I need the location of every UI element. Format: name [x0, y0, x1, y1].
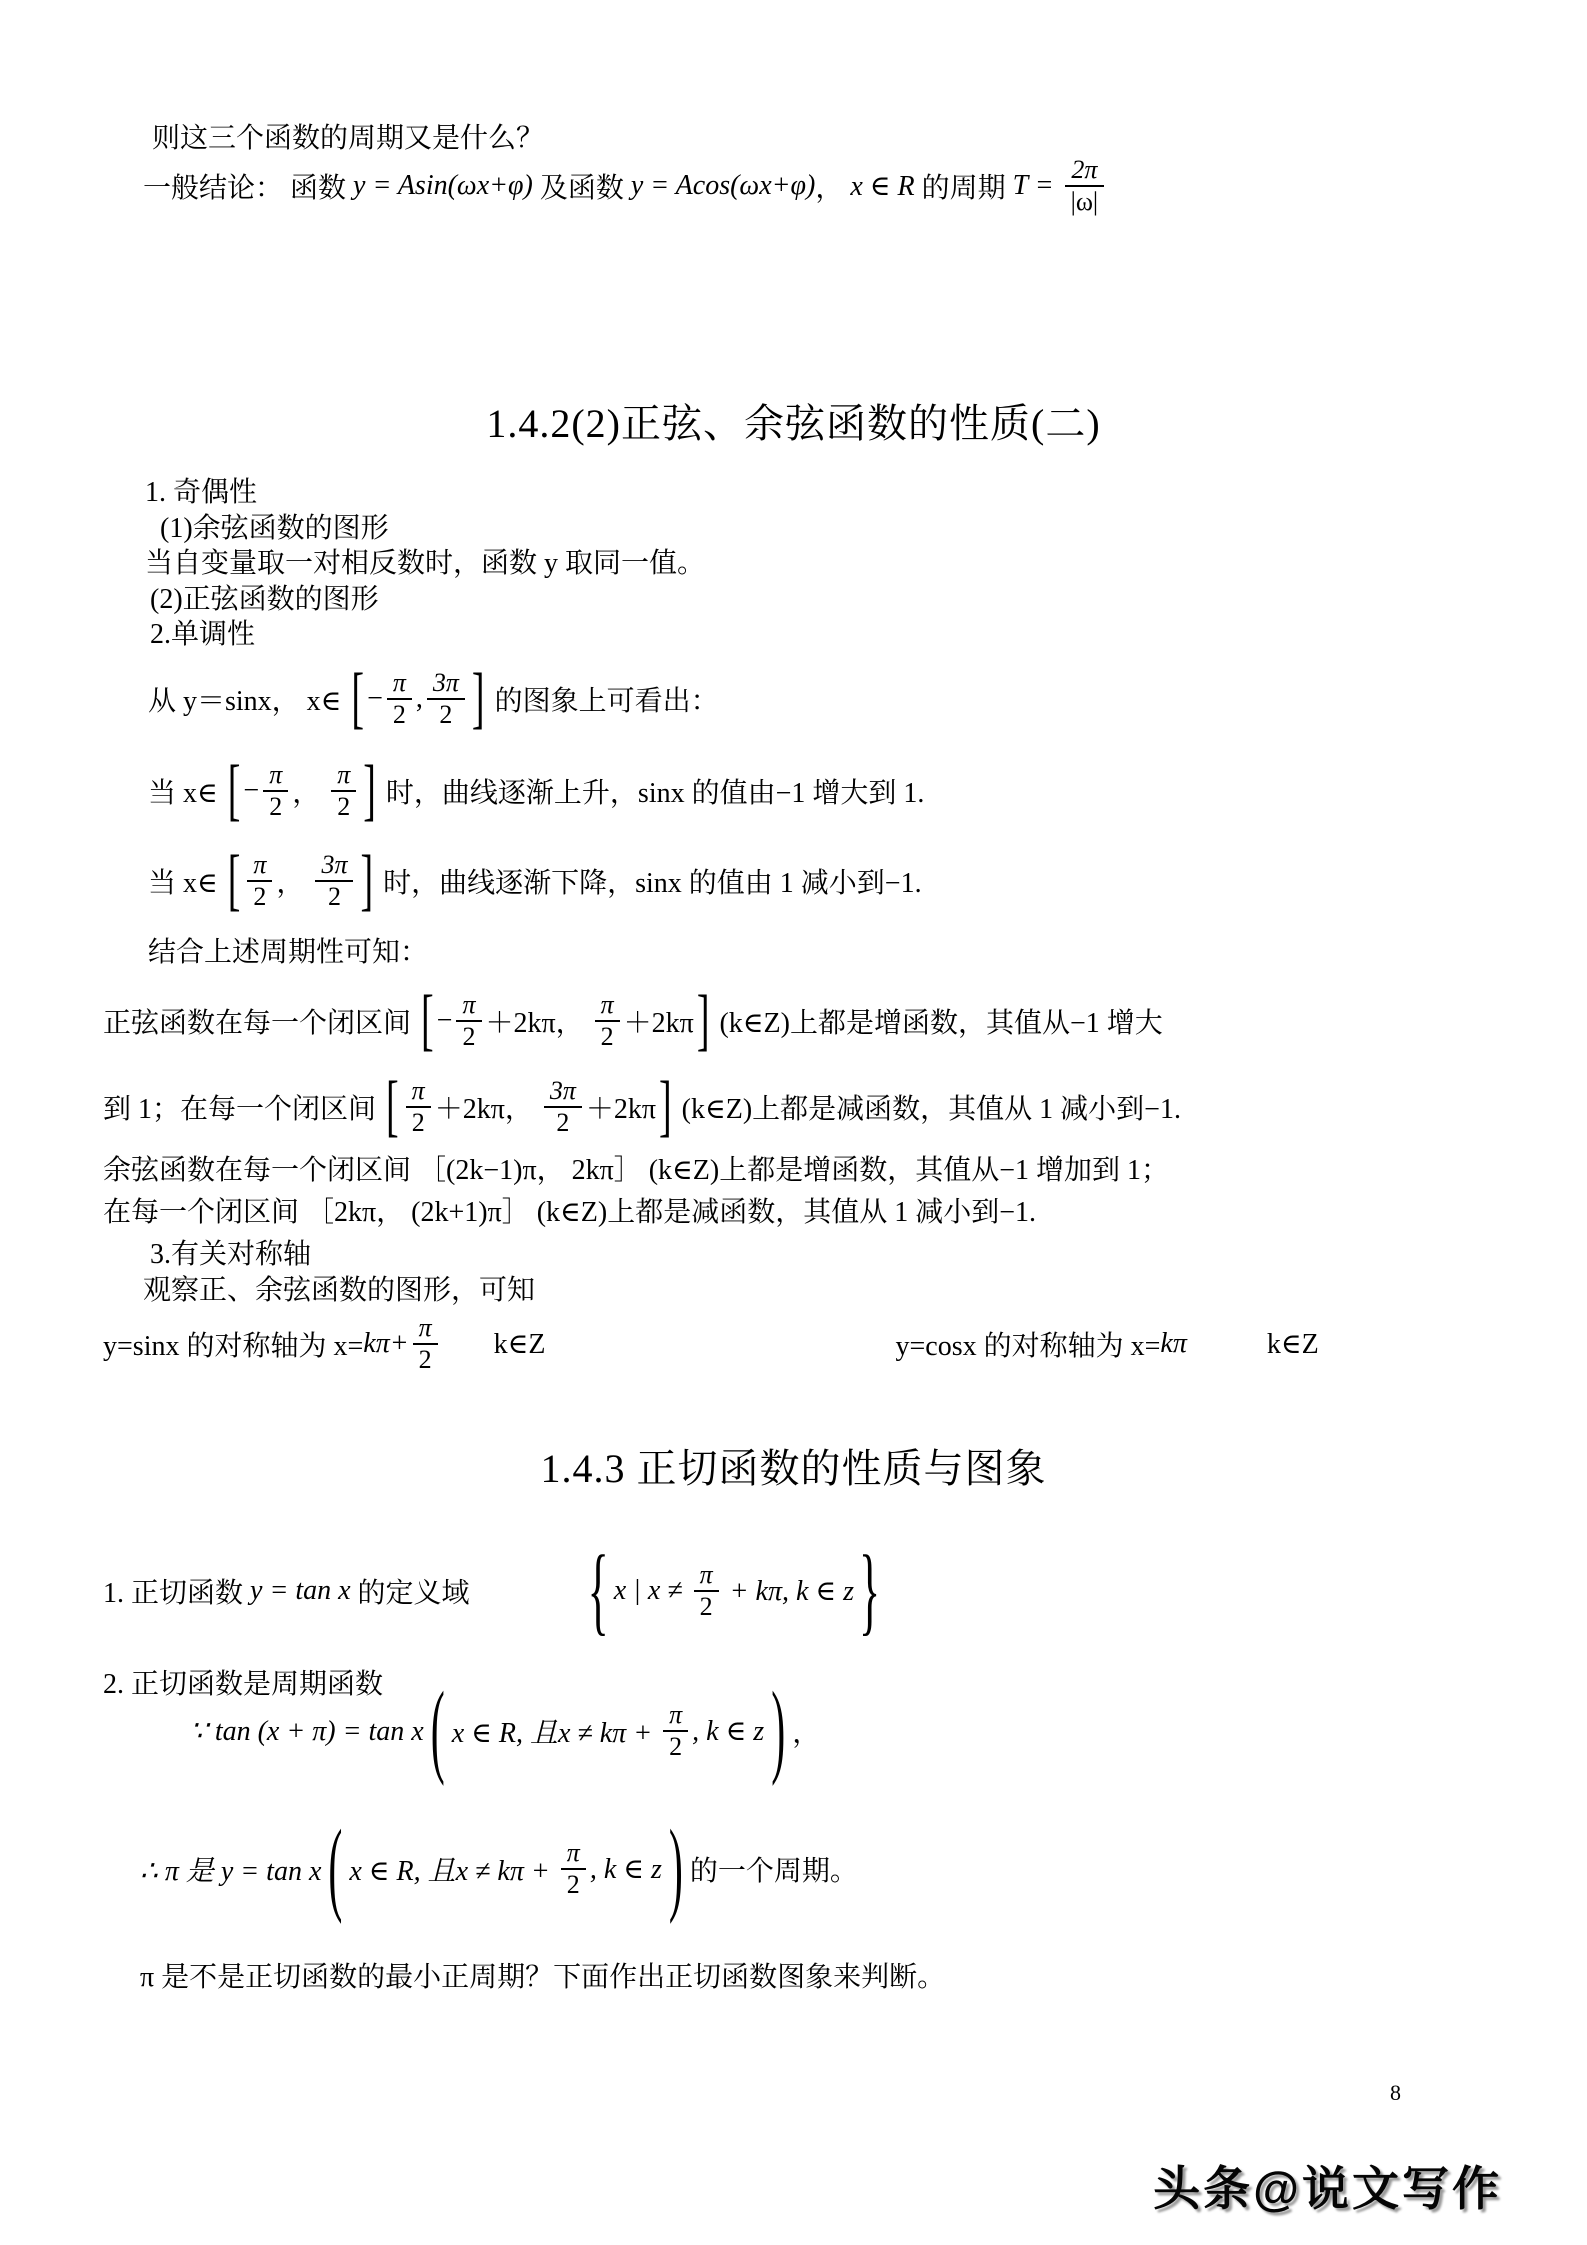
plus-2kpi: ＋2kπ	[623, 1007, 694, 1039]
fraction-3pi-2	[544, 1076, 582, 1138]
general-conclusion-line	[143, 155, 1108, 217]
section-title-142	[0, 392, 1587, 449]
left-bracket: [	[386, 1069, 399, 1145]
oddeven-item1-text: (1)余弦函数的图形	[160, 513, 389, 544]
para1-post: (k∈Z)上都是增函数，其值从−1 增大	[712, 1007, 1163, 1039]
minus-sign: −	[436, 1004, 453, 1036]
sine-increasing-line	[103, 983, 1163, 1059]
condition-post: , k ∈ z	[589, 1853, 662, 1885]
fraction-numerator: π	[337, 760, 351, 789]
set-condition-pre: x | x ≠	[613, 1574, 690, 1606]
fraction-pi-2	[663, 1700, 688, 1762]
right-bracket: ]	[659, 1069, 672, 1145]
intro-question-text: 则这三个函数的周期又是什么？	[152, 123, 545, 154]
fraction-numerator: π	[411, 1076, 425, 1105]
oddeven-item3-text: (2)正弦函数的图形	[150, 584, 379, 615]
comma: ，	[815, 172, 851, 204]
fraction-pi-2	[413, 1313, 438, 1375]
minus-sign: −	[367, 682, 383, 714]
oddeven-item1	[160, 506, 389, 546]
cosine-formula: y = Acos(ωx+φ)	[630, 169, 816, 201]
fraction-pi-2	[247, 850, 272, 912]
right-bracket: ]	[363, 753, 376, 829]
symmetry-intro-text: 观察正、余弦函数的图形，可知	[143, 1275, 536, 1306]
left-brace: {	[587, 1535, 609, 1647]
fraction-denominator: 2	[663, 1730, 688, 1762]
fraction-numerator: 3π	[549, 1076, 576, 1105]
comma: ,	[415, 682, 423, 714]
tan-domain-label: 的定义域	[350, 1577, 470, 1609]
oddeven-item2	[145, 541, 705, 581]
fraction-denominator: 2	[406, 1106, 431, 1138]
oddeven-item3	[150, 577, 379, 617]
left-paren: (	[430, 1673, 445, 1789]
x-in-r: x ∈ R	[850, 170, 915, 202]
para3-text: 余弦函数在每一个闭区间 ［(2k−1)π， 2kπ］ (k∈Z)上都是增函数，其值从−1 增加到 1；	[103, 1155, 1169, 1186]
oddeven-item2-text: 当自变量取一对相反数时，函数 y 取同一值。	[145, 548, 706, 579]
period-fraction	[1065, 155, 1105, 217]
fraction-numerator: π	[600, 990, 614, 1019]
cosx-axis-label: y=cosx 的对称轴为 x=	[895, 1330, 1161, 1362]
fraction-pi-2	[694, 1560, 719, 1622]
fraction-denominator: |ω|	[1065, 185, 1105, 217]
tan-min-period-question	[140, 1955, 945, 1995]
period-label: 的周期	[914, 172, 1013, 204]
oddeven-heading	[145, 470, 257, 510]
oddeven-heading-text: 1. 奇偶性	[145, 477, 258, 508]
fraction-pi-2	[406, 1076, 431, 1138]
right-bracket: ]	[471, 661, 485, 737]
sinx-axis-label: y=sinx 的对称轴为 x=	[103, 1330, 364, 1362]
right-bracket: ]	[360, 843, 374, 919]
section-title-text: 1.4.3 正切函数的性质与图象	[540, 1446, 1047, 1491]
tan-therefore-formula	[140, 1811, 858, 1927]
fraction-pi-2	[561, 1838, 586, 1900]
comma: ，	[792, 1717, 821, 1749]
left-bracket: [	[351, 661, 365, 737]
monotonicity-heading-text: 2.单调性	[150, 619, 256, 650]
fraction-denominator: 2	[387, 698, 412, 730]
left-bracket: [	[421, 983, 434, 1059]
plus-2kpi: ＋2kπ	[585, 1093, 657, 1125]
fraction-denominator: 2	[694, 1590, 719, 1622]
fraction-numerator: π	[462, 990, 476, 1019]
plus-2kpi: ＋2kπ，	[485, 1007, 591, 1039]
left-bracket: [	[227, 753, 241, 829]
fraction-denominator: 2	[427, 698, 465, 730]
symmetry-heading	[150, 1232, 311, 1272]
fraction-pi-2	[595, 990, 620, 1052]
fraction-numerator: π	[699, 1560, 713, 1589]
mono-line1	[148, 661, 719, 737]
fraction-numerator: 2π	[1071, 155, 1098, 184]
mono-line4-text: 结合上述周期性可知：	[148, 937, 429, 968]
tan-periodic-text: 2. 正切函数是周期函数	[103, 1669, 384, 1700]
conclusion-label: 一般结论： 函数	[143, 172, 354, 204]
fraction-numerator: π	[253, 850, 267, 879]
fraction-numerator: π	[269, 760, 283, 789]
fraction-denominator: 2	[561, 1868, 586, 1900]
cosx-axis-kpi: kπ	[1160, 1327, 1187, 1359]
k-in-z: k∈Z	[1266, 1328, 1319, 1360]
fraction-numerator: π	[566, 1838, 580, 1867]
fraction-denominator: 2	[247, 880, 272, 912]
condition-pre: x ∈ R, 且x ≠ kπ +	[349, 1855, 557, 1887]
set-condition-post: + kπ, k ∈ z	[722, 1575, 855, 1607]
because-tan-identity: ∵ tan (x + π) = tan x	[190, 1715, 424, 1747]
comma: ，	[292, 777, 328, 809]
conclusion-mid: 及函数	[532, 172, 631, 204]
page-number	[1390, 2080, 1401, 2106]
symmetry-axes-line	[103, 1313, 1319, 1375]
mono-line4	[148, 930, 428, 970]
fraction-3pi-2	[315, 850, 353, 912]
fraction-denominator: 2	[263, 790, 288, 822]
fraction-pi-2	[263, 760, 288, 822]
fraction-numerator: π	[392, 668, 406, 697]
therefore-pi-period: ∴ π 是 y = tan x	[140, 1855, 322, 1887]
mono-line2	[148, 753, 925, 829]
fraction-3pi-2	[427, 668, 465, 730]
period-equals: T =	[1012, 169, 1061, 201]
sine-formula: y = Asin(ωx+φ)	[353, 169, 533, 201]
intro-question-line	[152, 116, 544, 156]
right-paren: )	[668, 1811, 683, 1927]
comma: ，	[276, 867, 312, 899]
monotonicity-heading	[150, 612, 255, 652]
fraction-pi-2	[331, 760, 356, 822]
section-title-143	[0, 1437, 1587, 1494]
watermark	[1153, 2152, 1502, 2219]
section-title-text: 1.4.2(2)正弦、余弦函数的性质(二)	[486, 401, 1101, 446]
cosine-increasing-line	[103, 1148, 1169, 1188]
tan-periodic-heading	[103, 1662, 383, 1702]
fraction-denominator: 2	[456, 1020, 481, 1052]
para4-text: 在每一个闭区间 ［2kπ， (2k+1)π］ (k∈Z)上都是减函数，其值从 1 减小到−1.	[103, 1197, 1036, 1228]
fraction-numerator: 3π	[321, 850, 348, 879]
fraction-pi-2	[456, 990, 481, 1052]
tan-domain-pre: 1. 正切函数	[103, 1577, 251, 1609]
fraction-numerator: π	[418, 1313, 432, 1342]
fraction-denominator: 2	[595, 1020, 620, 1052]
period-conclusion: 的一个周期。	[689, 1855, 858, 1887]
left-paren: (	[328, 1811, 343, 1927]
mono-line3-post: 时，曲线逐渐下降，sinx 的值由 1 减小到−1.	[376, 867, 922, 899]
fraction-numerator: 3π	[432, 668, 459, 697]
para2-post: (k∈Z)上都是减函数，其值从 1 减小到−1.	[674, 1093, 1181, 1125]
tan-function: y = tan x	[250, 1574, 351, 1606]
cosine-decreasing-line	[103, 1190, 1036, 1230]
condition-pre: x ∈ R, 且x ≠ kπ +	[451, 1717, 660, 1749]
k-in-z: k∈Z	[493, 1328, 546, 1360]
fraction-denominator: 2	[544, 1106, 582, 1138]
symmetry-heading-text: 3.有关对称轴	[150, 1239, 312, 1270]
fraction-pi-2	[387, 668, 412, 730]
tan-min-period-text: π 是不是正切函数的最小正周期？下面作出正切函数图象来判断。	[140, 1962, 946, 1993]
mono-line3	[148, 843, 922, 919]
sine-decreasing-line	[103, 1069, 1181, 1145]
page-number-text: 8	[1390, 2080, 1401, 2105]
right-bracket: ]	[696, 983, 710, 1059]
mono-line1-post: 的图象上可看出：	[487, 685, 719, 717]
mono-line2-post: 时，曲线逐渐上升，sinx 的值由−1 增大到 1.	[378, 777, 925, 809]
plus-2kpi: ＋2kπ，	[434, 1093, 540, 1125]
condition-post: , k ∈ z	[692, 1715, 765, 1747]
right-paren: )	[771, 1673, 786, 1789]
fraction-denominator: 2	[315, 880, 353, 912]
para1-pre: 正弦函数在每一个闭区间	[103, 1007, 419, 1039]
right-brace: }	[859, 1535, 881, 1647]
fraction-denominator: 2	[331, 790, 356, 822]
tan-domain-line	[103, 1535, 885, 1647]
minus-sign: −	[243, 774, 260, 806]
symmetry-intro	[143, 1268, 535, 1308]
left-bracket: [	[227, 843, 241, 919]
fraction-numerator: π	[669, 1700, 683, 1729]
fraction-denominator: 2	[413, 1343, 438, 1375]
sinx-axis-kpi: kπ+	[363, 1327, 409, 1359]
para2-pre: 到 1；在每一个闭区间	[103, 1093, 384, 1125]
mono-line2-pre: 当 x∈	[148, 777, 225, 809]
watermark-text: 头条@说文写作	[1153, 2162, 1502, 2215]
mono-line1-pre: 从 y＝sinx， x∈	[148, 685, 349, 717]
mono-line3-pre: 当 x∈	[148, 867, 225, 899]
